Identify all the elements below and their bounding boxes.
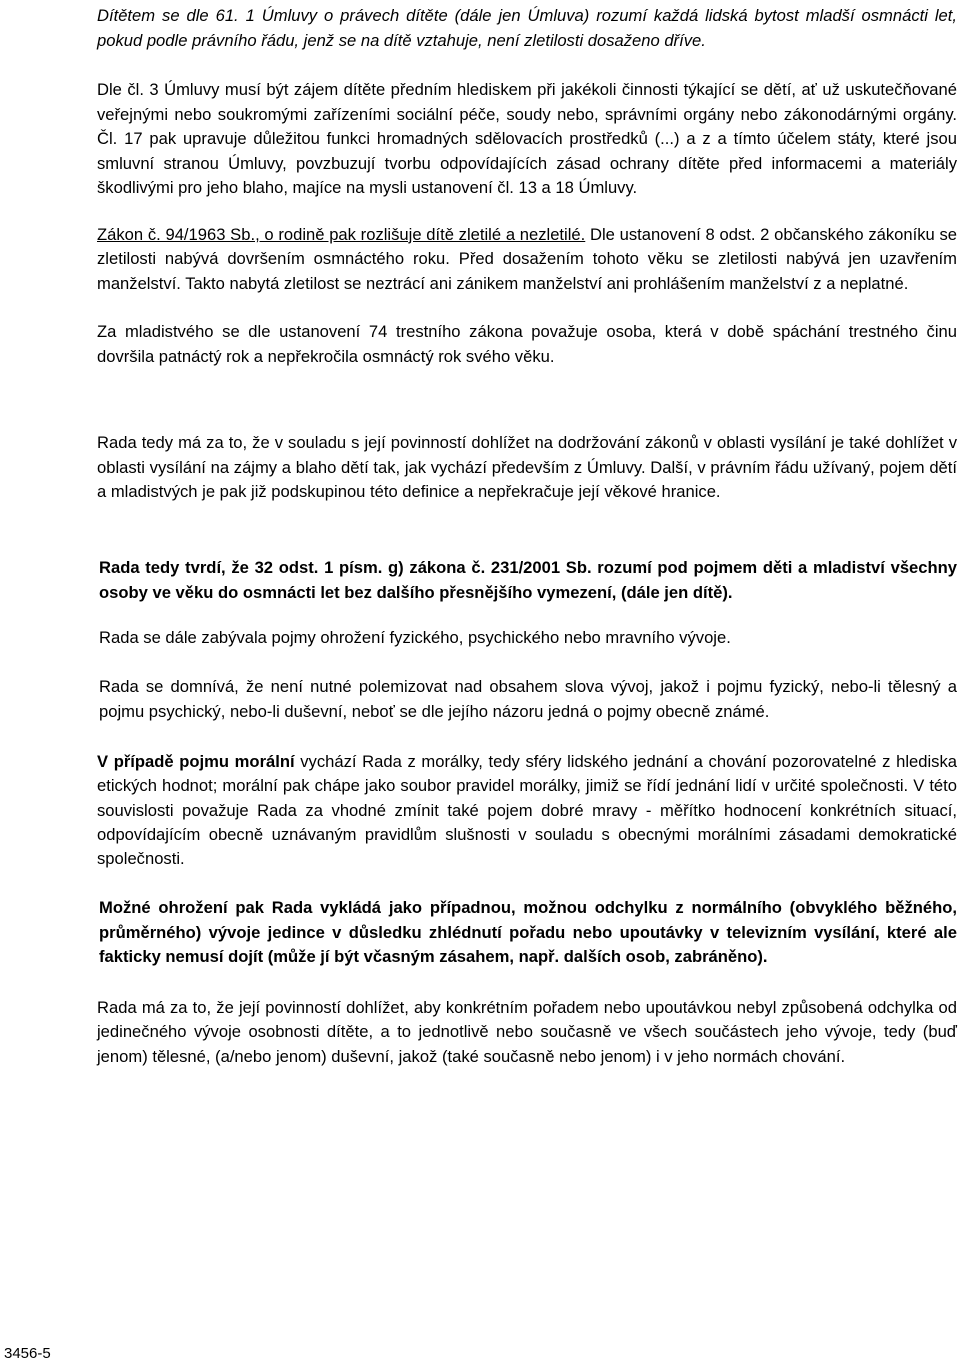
paragraph-threat-concepts: Rada se dále zabývala pojmy ohrožení fyzického, psychického nebo mravního vývoje.: [99, 627, 731, 647]
family-law-rest: Dle ustanovení 8 odst. 2 občanského zákoníku se zletilosti nabývá dovršením osmnáctého roku. Před dosažením tohoto věku se zletilosti nabývá jen uzavřením manželství. Takto nabytá zletilost se neztrácí ani zánikem manželství ani prohlášením manželství z a neplatné.: [97, 224, 957, 293]
paragraph-development-terms: Rada se domnívá, že není nutné polemizovat nad obsahem slova vývoj, jakož i pojmu fyzický, nebo-li tělesný a pojmu psychický, nebo-li duševní, neboť se dle jejího názoru jedná o pojmy obecně známé.: [99, 677, 957, 721]
paragraph-moral: [97, 750, 957, 871]
paragraph-convention-definition: Dítětem se dle 61. 1 Úmluvy o právech dítěte (dále jen Úmluva) rozumí každá lidská bytost mladší osmnácti let, pokud podle právního řádu, jenž se na dítě vztahuje, není zletilosti dosaženo dříve.: [97, 6, 957, 50]
moral-heading: V případě pojmu morální: [97, 752, 295, 771]
family-law-underlined: Zákon č. 94/1963 Sb., o rodině pak rozlišuje dítě zletilé a nezletilé.: [97, 224, 586, 244]
paragraph-council-duty: Rada má za to, že její povinností dohlížet, aby konkrétním pořadem nebo upoutávkou nebyl způsobená odchylka od jedinečného vývoje osobnosti dítěte, a to jednotlivě nebo současně ve všech součástech jeho vývoje, tedy (buď jenom) tělesné, (a/nebo jenom) duševní, jakož (také současně nebo jenom) i v jeho normách chování.: [97, 997, 957, 1066]
paragraph-juvenile: Za mladistvého se dle ustanovení 74 trestního zákona považuje osoba, která v době spáchání trestného činu dovršila patnáctý rok a nepřekročila osmnáctý rok svého věku.: [97, 322, 957, 366]
document-body: [97, 4, 957, 1069]
paragraph-council-claim: Rada tedy tvrdí, že 32 odst. 1 písm. g) zákona č. 231/2001 Sb. rozumí pod pojmem děti a mladiství všechny osoby ve věku do osmnácti let bez dalšího přesnějšího vymezení, (dále jen dítě).: [99, 557, 957, 602]
paragraph-possible-threat: Možné ohrožení pak Rada vykládá jako případnou, možnou odchylku z normálního (obvyklého běžného, průměrného) vývoje jedince v důsledku zhlédnutí pořadu nebo upoutávky v televizním vysílání, které ale fakticky nemusí dojít (může jí být včasným zásahem, např. dalších osob, zabráněno).: [99, 898, 957, 967]
paragraph-council-opinion: Rada tedy má za to, že v souladu s její povinností dohlížet na dodržování zákonů v oblasti vysílání je také dohlížet v oblasti vysílání na zájmy a blaho dětí tak, jak vychází především z Úmluvy. Další, v právním řádu užívaný, pojem dětí a mladistvých je pak již podskupinou této definice a nepřekračuje její věkové hranice.: [97, 433, 957, 501]
moral-rest: vychází Rada z morálky, tedy sféry lidského jednání a chování pozorovatelné z hlediska etických hodnot; morální pak chápe jako soubor pravidel morálky, jimiž se řídí jednání lidí v určité společnosti. V této souvislosti považuje Rada za vhodné zmínit také pojem dobré mravy - měřítko hodnocení konkrétních situací, odpovídajícím obecně uznávaným pravidlům slušnosti v souladu s obecnými morálními zásadami demokratické společnosti.: [97, 752, 957, 869]
paragraph-article-3: Dle čl. 3 Úmluvy musí být zájem dítěte předním hlediskem při jakékoli činnosti týkající se dětí, ať už uskutečňované veřejnými nebo soukromými zařízeními sociální péče, soudy nebo, správními orgány nebo zákonodárnými orgány. Čl. 17 pak upravuje důležitou funkci hromadných sdělovacích prostředků (...) a z a tímto účelem státy, které jsou smluvní stranou Úmluvy, povzbuzují tvorbu odpovídajících zásad ochrany dítěte před informacemi a materiály škodlivými pro jeho blaho, majíce na mysli ustanovení čl. 13 a 18 Úmluvy.: [97, 80, 957, 197]
page-code: 3456-5: [4, 1345, 51, 1362]
paragraph-family-law: [97, 223, 957, 297]
